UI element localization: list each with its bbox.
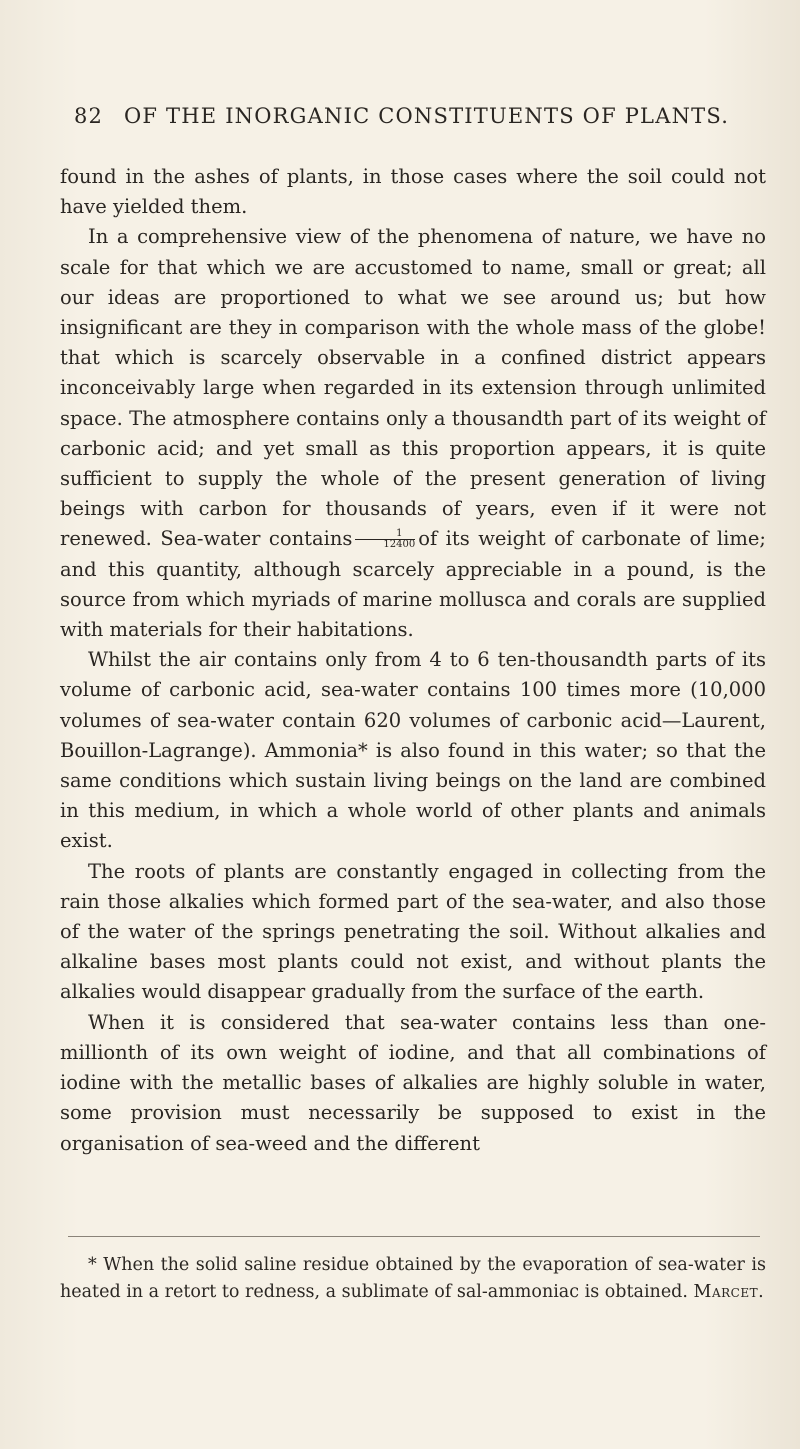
fraction-numerator: 1 — [355, 529, 415, 540]
sea-water-text-before: Sea-water contains — [160, 527, 353, 551]
paragraph: Whilst the air contains only from 4 to 6 ten-thousandth parts of its volume of carbonic acid, sea-water contains 100 times more (10,000 volumes of sea-water contain 620 volumes of carbonic acid—Laurent, Bouillon-Lagrange). Ammonia* is also found in this water; so that the same conditions which sustain living beings on the land are combined in this medium, in which a whole world of other plants and animals exist. — [60, 648, 766, 853]
paragraph: The roots of plants are constantly engaged in collecting from the rain those alkalies which formed part of the sea-water, and also those of the water of the springs penetrating the soil. Without alkalies and alkaline bases most plants could not exist, and without plants the alkalies would disappear gradually from the surface of the earth. — [60, 859, 766, 1004]
running-header — [74, 104, 754, 128]
page-number: 82 — [74, 104, 104, 128]
paragraph-text: In a comprehensive view of the phenomena of nature, we have no scale for that which we are accustomed to name, small or great; all our ideas are proportioned to what we see around us; but how insignificant are they in comparison with the whole mass of the globe! that which is scarcely observable in a confined district appears inconceivably large when regarded in its extension through unlimited space. The atmosphere contains only a thousandth part of its weight of carbonic acid; and yet small as this proportion appears, it is quite sufficient to supply the whole of the present generation of living beings with carbon for thousands of years, even if it were not renewed. — [60, 225, 766, 551]
paragraph: When it is considered that sea-water contains less than one-millionth of its own weight of iodine, and that all combinations of iodine with the metallic bases of alkalies are highly soluble in water, some provision must necessarily be supposed to exist in the organisation of sea-weed and the different — [60, 1010, 766, 1155]
paragraph — [60, 222, 766, 645]
footnote-divider — [68, 1236, 760, 1237]
sea-water-text-after: of its weight of carbonate of lime; and this quantity, although scarcely appreciable in a pound, is the source from which myriads of marine mollusca and corals are supplied with materials for their habitations. — [60, 527, 767, 642]
fraction — [355, 529, 415, 550]
footnote-attribution: Marcet. — [693, 1282, 765, 1302]
running-title: OF THE INORGANIC CONSTITUENTS OF PLANTS. — [124, 104, 730, 128]
fraction-denominator: 12400 — [383, 539, 416, 551]
footnote — [60, 1252, 766, 1306]
body-text — [60, 162, 766, 1159]
paragraph-continuation: found in the ashes of plants, in those cases where the soil could not have yielded them. — [60, 165, 766, 219]
footnote-text: * When the solid saline residue obtained by the evaporation of sea-water is heated in a retort to redness, a sublimate of sal-ammoniac is obtained. — [60, 1255, 766, 1302]
